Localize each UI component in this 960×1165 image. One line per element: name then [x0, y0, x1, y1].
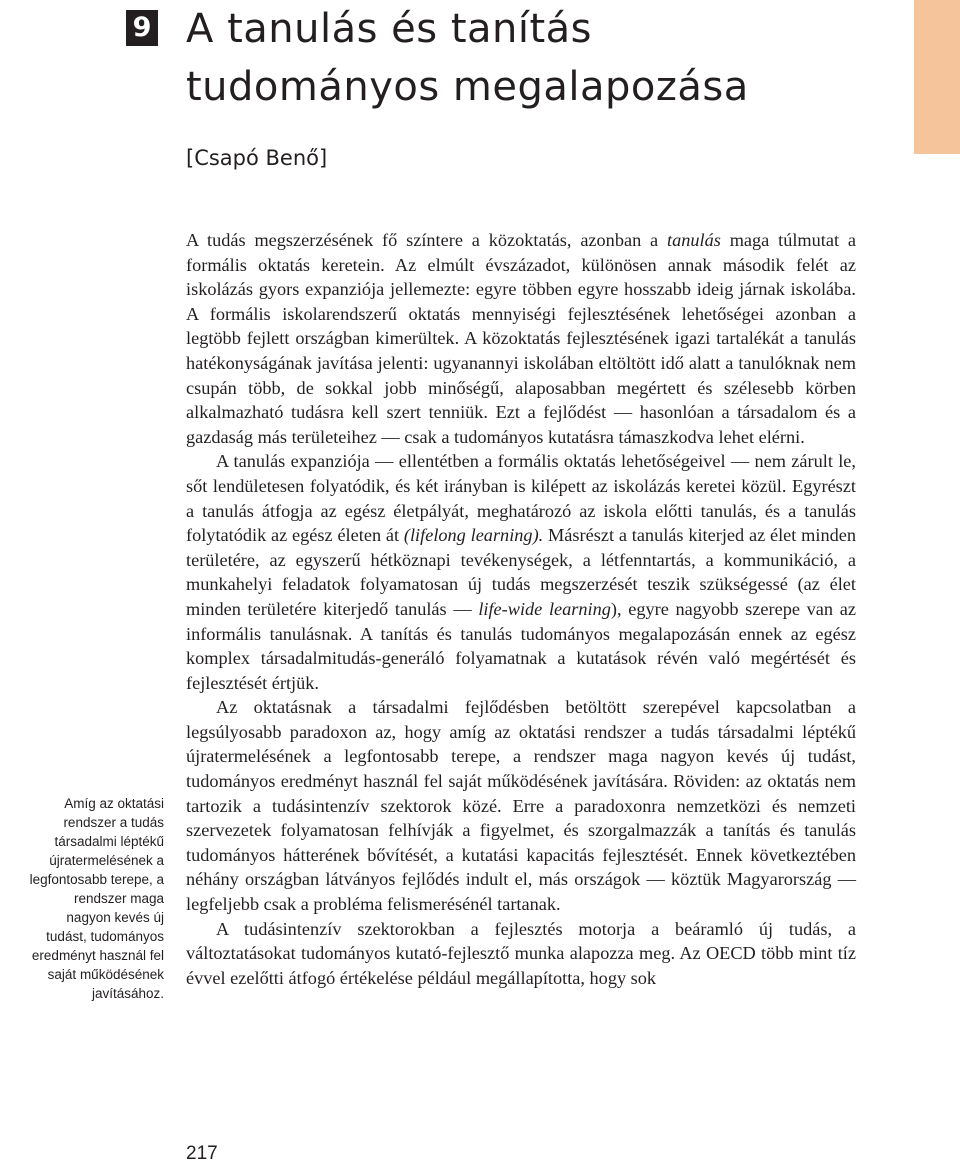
margin-pull-quote: Amíg az oktatási rendszer a tudás társadalmi léptékű újratermelésének a legfontosabb terepe, a rendszer maga nagyon kevés új tudást, tudományos eredményt használ fel saját működésének javításához.: [29, 796, 164, 1001]
paragraph-1-text-b: maga túlmutat a formális oktatás keretein. Az elmúlt évszázadot, különösen annak második felét az iskolázás gyors expanziója jellemezte: egyre többen egyre hosszabb ideig járnak iskolába. A formális iskolarendszerű oktatás mennyiségi fejlesztésének lehetőségei azonban a legtöbb fejlett országban kimerültek. A közoktatás fejlesztésének igazi tartalékát a tanulás hatékonyságának javítása jelenti: ugyanannyi iskolában eltöltött idő alatt a tanulóknak nem csupán több, de sokkal jobb minőségű, alaposabban megértett és szélesebb körben alkalmazható tudásra kell szert tenniük. Ezt a fejlődést — hasonlóan a társadalom és a gazdaság más területeihez — csak a tudományos kutatásra támaszkodva lehet elérni.: [186, 230, 856, 447]
chapter-title-line-2: tudományos megalapozása: [186, 64, 749, 110]
paragraph-2-text-b: Másrészt a tanulás kiterjed az élet minden területére, az egyszerű hétköznapi tevékenységek, a létfenntartás, a kommunikáció, a munkahelyi feladatok folyamatosan új tudás megszerzését teszik szükségessé (az élet minden területére kiterjedő tanulás —: [186, 525, 856, 619]
body-text: [186, 228, 856, 990]
paragraph-4: A tudásintenzív szektorokban a fejlesztés motorja a beáramló új tudás, a változtatásokat tudományos kutató-fejlesztő munka alapozza meg. Az OECD több mint tíz évvel ezelőtti átfogó értékelése például megállapította, hogy sok: [186, 918, 856, 988]
chapter-title-line-1: A tanulás és tanítás: [186, 6, 593, 52]
chapter-color-tab: [914, 0, 960, 154]
paragraph-3: Az oktatásnak a társadalmi fejlődésben betöltött szerepével kapcsolatban a legsúlyosabb paradoxon az, hogy amíg az oktatási rendszer a tudás társadalmi léptékű újratermelésének a legfontosabb terepe, a rendszer maga nagyon kevés új tudást, tudományos eredményt használ fel saját működésének javítására. Röviden: az oktatás nem tartozik a tudásintenzív szektorok közé. Erre a paradoxonra nemzetközi és nemzeti szervezetek folyamatosan felhívják a figyelmet, és szorgalmazzák a tanítás és tanulás tudományos hátterének bővítését, a kutatási kapacitás fejlesztését. Ennek következtében néhány országban látványos fejlődés indult el, más országok — köztük Magyarország — legfeljebb csak a probléma felismerésénél tartanak.: [186, 697, 856, 915]
paragraph-1-text-a: A tudás megszerzésének fő színtere a közoktatás, azonban a: [186, 230, 668, 250]
paragraph-1: [186, 228, 856, 449]
paragraph-2-emphasis-1: (lifelong learning).: [403, 525, 544, 546]
paragraph-1-emphasis: tanulás: [667, 230, 721, 250]
chapter-title: [186, 0, 886, 116]
paragraph-2: [186, 449, 856, 695]
chapter-author: [Csapó Benő]: [186, 146, 328, 170]
paragraph-2-text-a: A tanulás expanziója — ellentétben a formális oktatás lehetőségeivel — nem zárult le, sőt lendületesen folyatódik, és két irányban is kilépett az iskolázás keretei közül. Egyrészt a tanulás átfogja az egész életpályát, meghatározó az iskola előtti tanulás, és a tanulás folytatódik az egész életen át: [186, 451, 856, 546]
chapter-number: 9: [126, 10, 158, 46]
paragraph-2-emphasis-2: life-wide learning: [478, 598, 611, 619]
paragraph-2-text-c: ), egyre nagyobb szerepe van az informális tanulásnak. A tanítás és tanulás tudományos megalapozásán ennek az egész komplex társadalmitudás-generáló folyamatnak a kutatások révén való megértését és fejlesztését értjük.: [186, 598, 856, 693]
page-number: 217: [186, 1143, 218, 1164]
